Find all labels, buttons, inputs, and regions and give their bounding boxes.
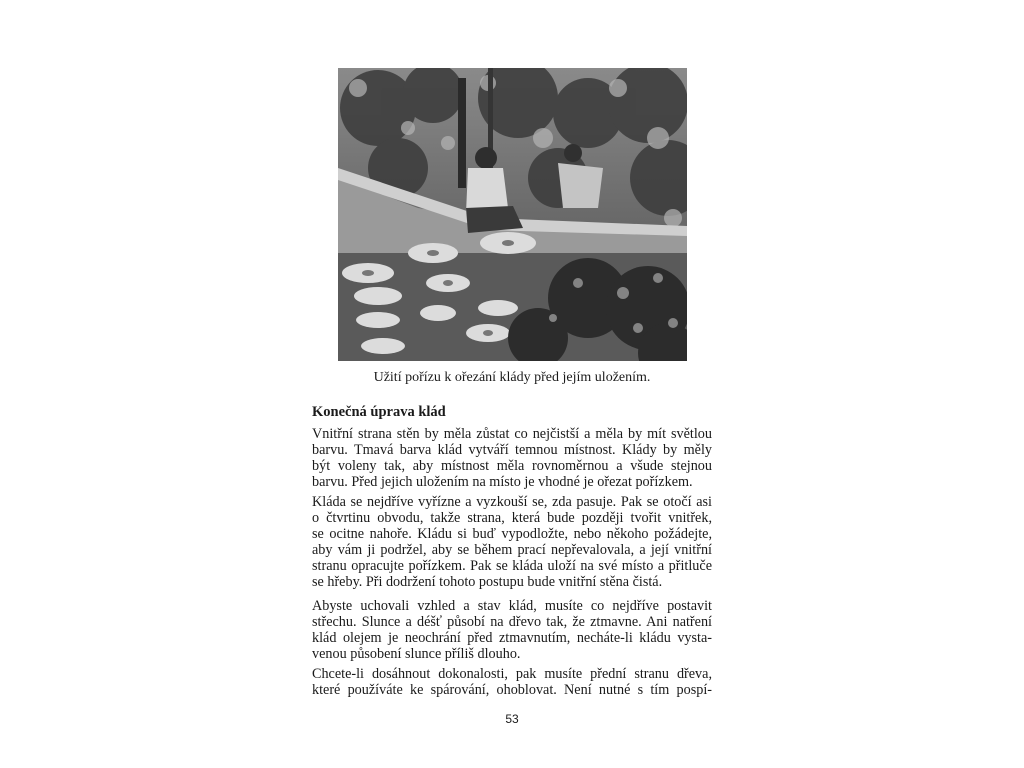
text-line: se hřeby. Při dodržení tohoto postupu bude vnitřní stěna čistá. xyxy=(312,574,663,590)
paragraph-3 xyxy=(312,598,712,662)
text-line: venou působení slunce příliš dlouho. xyxy=(312,646,521,662)
text-line: které používáte ke spárování, ohoblovat. Není nutné s tím pospí- xyxy=(312,682,712,698)
text-line: Vnitřní strana stěn by měla zůstat co nejčistší a měla by mít světlou xyxy=(312,426,712,442)
text-line: se ocitne nahoře. Kládu si buď vypodložte, nebo někoho požádejte, xyxy=(312,526,712,542)
text-line: být voleny tak, aby místnost měla rovnoměrnou a všude stejnou xyxy=(312,458,712,474)
text-line: o čtvrtinu obvodu, takže strana, která bude později tvořit vnitřek, xyxy=(312,510,712,526)
photo-caption: Užití pořízu k ořezání klády před jejím uložením. xyxy=(373,370,651,385)
text-line: stranu opracujte pořízkem. Pak se kláda uloží na své místo a přitluče xyxy=(312,558,712,574)
text-line: barvu. Tmavá barva klád vytváří temnou místnost. Klády by měly xyxy=(312,442,712,458)
text-line: barvu. Před jejich uložením na místo je vhodné je ořezat pořízkem. xyxy=(312,474,693,490)
paragraph-1 xyxy=(312,426,712,490)
paragraph-4 xyxy=(312,666,712,698)
text-line: Abyste uchovali vzhled a stav klád, musíte co nejdříve postavit xyxy=(312,598,712,614)
text-line: střechu. Slunce a déšť působí na dřevo tak, že ztmavne. Ani natření xyxy=(312,614,712,630)
text-line: aby vám ji podržel, aby se během prací nepřevalovala, a její vnitřní xyxy=(312,542,712,558)
text-line: Chcete-li dosáhnout dokonalosti, pak musíte přední stranu dřeva, xyxy=(312,666,712,682)
paragraph-2 xyxy=(312,494,712,590)
text-line: klád olejem je neochrání před ztmavnutím, necháte-li kládu vysta- xyxy=(312,630,712,646)
log-cabin-photo xyxy=(338,68,687,361)
page-number: 53 xyxy=(505,712,519,726)
photo-illustration xyxy=(338,68,687,361)
section-heading: Konečná úprava klád xyxy=(312,404,446,420)
text-line: Kláda se nejdříve vyřízne a vyzkouší se, zda pasuje. Pak se otočí asi xyxy=(312,494,712,510)
